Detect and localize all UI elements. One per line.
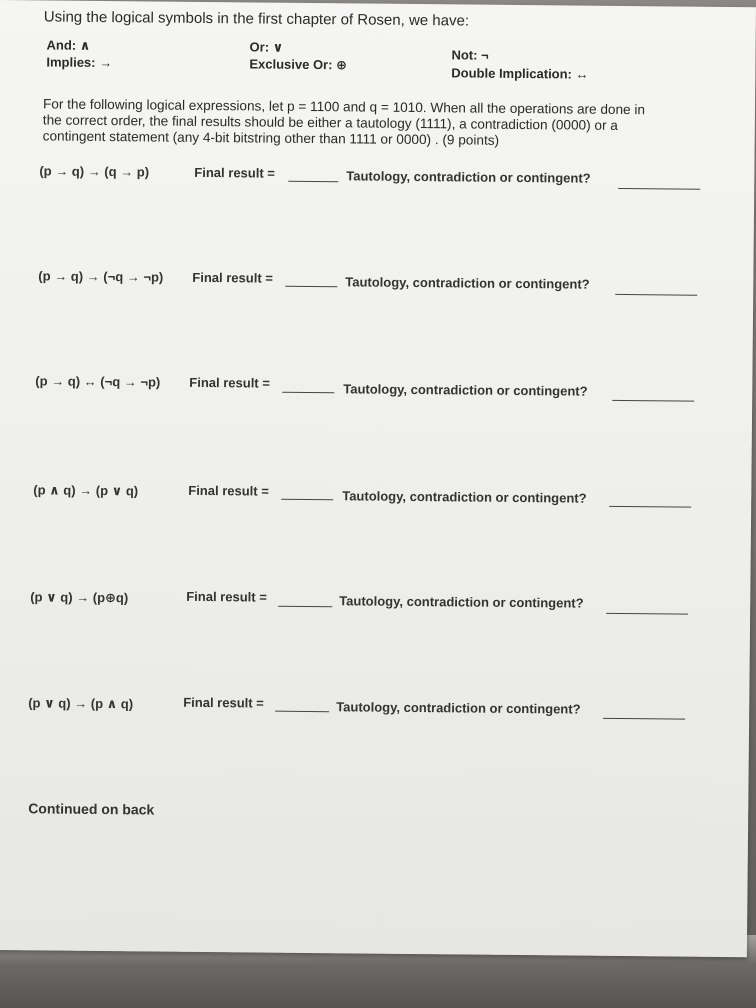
symbol-double-implication: Double Implication: ↔ bbox=[451, 65, 589, 82]
final-result-blank[interactable] bbox=[275, 711, 329, 713]
symbol-not: Not: ¬ bbox=[451, 47, 489, 63]
final-result-blank[interactable] bbox=[281, 499, 333, 500]
classification-question: Tautology, contradiction or contingent? bbox=[346, 168, 591, 186]
final-result-blank[interactable] bbox=[288, 181, 338, 182]
final-result-label: Final result = bbox=[192, 269, 273, 286]
classification-question: Tautology, contradiction or contingent? bbox=[336, 699, 581, 717]
intro-text: Using the logical symbols in the first chapter of Rosen, we have: bbox=[43, 8, 470, 30]
final-result-label: Final result = bbox=[194, 164, 275, 181]
final-result-label: Final result = bbox=[189, 374, 270, 391]
classification-question: Tautology, contradiction or contingent? bbox=[343, 381, 588, 399]
symbol-implies: Implies: → bbox=[46, 54, 113, 71]
problem-expression: (p ∨ q) → (p⊕q) bbox=[30, 589, 129, 606]
instructions-line: For the following logical expressions, let p = 1100 and q = 1010. When all the operations are done in bbox=[42, 96, 646, 118]
classification-question: Tautology, contradiction or contingent? bbox=[339, 593, 584, 611]
problem-expression: (p ∨ q) → (p ∧ q) bbox=[28, 695, 134, 712]
problem-expression: (p → q) ↔ (¬q → ¬p) bbox=[35, 373, 161, 390]
classification-blank[interactable] bbox=[615, 294, 697, 296]
instructions-paragraph bbox=[43, 96, 713, 150]
final-result-label: Final result = bbox=[186, 588, 267, 605]
final-result-label: Final result = bbox=[188, 482, 269, 499]
final-result-blank[interactable] bbox=[285, 286, 337, 287]
final-result-blank[interactable] bbox=[282, 392, 334, 393]
final-result-blank[interactable] bbox=[278, 606, 332, 608]
problem-expression: (p ∧ q) → (p ∨ q) bbox=[33, 482, 139, 499]
symbol-or: Or: ∨ bbox=[249, 39, 284, 55]
classification-question: Tautology, contradiction or contingent? bbox=[345, 274, 590, 292]
continued-note: Continued on back bbox=[28, 800, 155, 818]
symbol-exclusive-or: Exclusive Or: ⊕ bbox=[249, 56, 348, 73]
problem-expression: (p → q) → (q → p) bbox=[39, 163, 150, 180]
classification-question: Tautology, contradiction or contingent? bbox=[342, 488, 587, 506]
classification-blank[interactable] bbox=[609, 506, 691, 508]
problem-expression: (p → q) → (¬q → ¬p) bbox=[38, 268, 164, 285]
instructions-line: the correct order, the final results should be either a tautology (1111), a contradiction (0000) or a bbox=[42, 112, 618, 133]
classification-blank[interactable] bbox=[612, 400, 694, 402]
classification-blank[interactable] bbox=[618, 188, 700, 190]
final-result-label: Final result = bbox=[183, 694, 264, 711]
symbol-and: And: ∧ bbox=[46, 37, 91, 53]
instructions-line: contingent statement (any 4-bit bitstring other than 1111 or 0000) . (9 points) bbox=[42, 128, 500, 148]
classification-blank[interactable] bbox=[603, 718, 685, 720]
classification-blank[interactable] bbox=[606, 613, 688, 615]
